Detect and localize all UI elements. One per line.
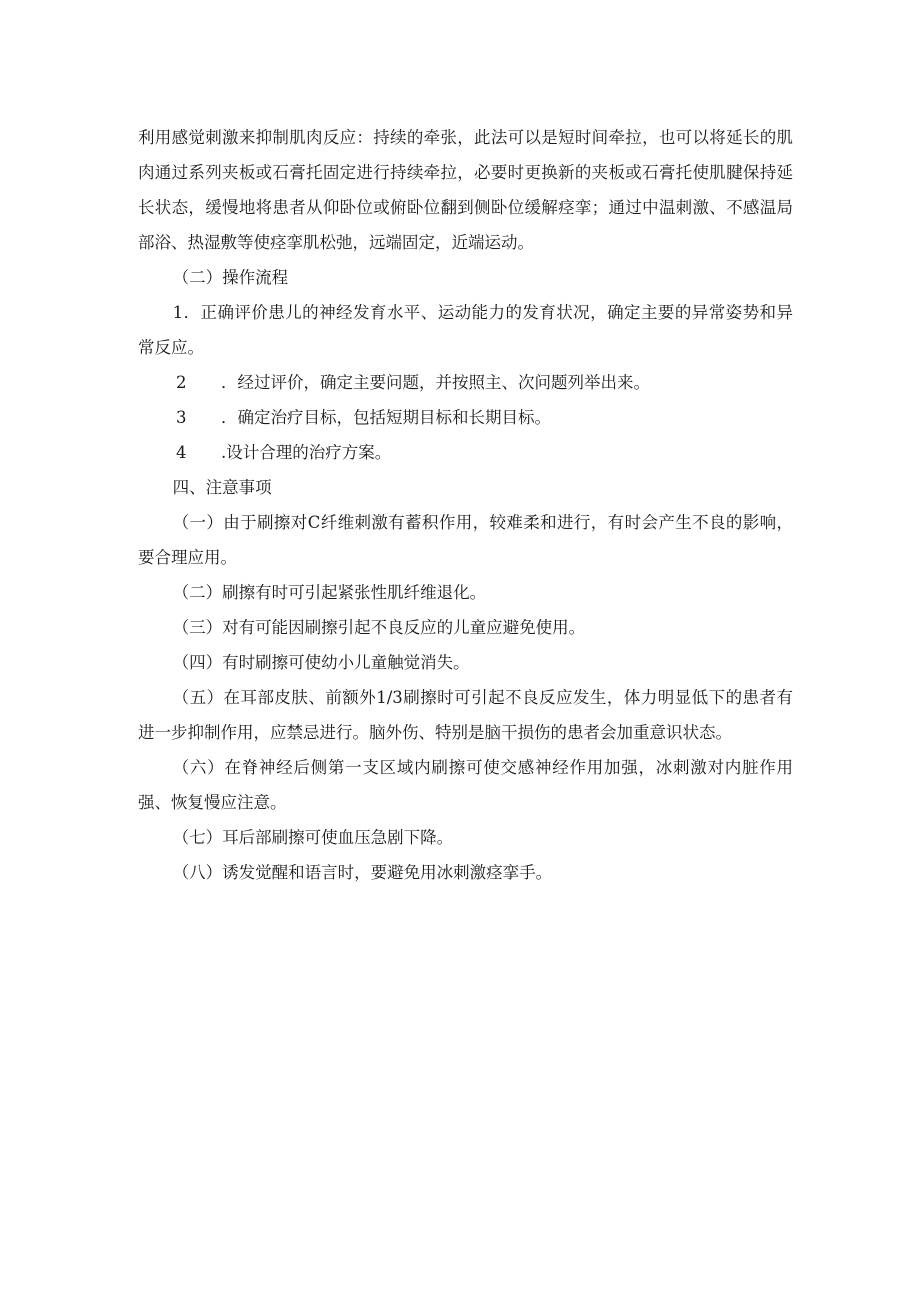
procedure-item-3-num: 3 bbox=[176, 408, 187, 427]
note-item-6: （六）在脊神经后侧第一支区域内刷擦可使交感神经作用加强，冰刺激对内脏作用强、恢复慢应注意。 bbox=[138, 758, 793, 812]
note-item-5: （五）在耳部皮肤、前额外1/3刷擦时可引起不良反应发生，体力明显低下的患者有进一步抑制作用，应禁忌进行。脑外伤、特别是脑干损伤的患者会加重意识状态。 bbox=[138, 688, 793, 742]
procedure-item-4 bbox=[138, 435, 793, 470]
procedure-item-1-num: 1 bbox=[172, 303, 184, 322]
intro-paragraph: 利用感觉刺激来抑制肌肉反应：持续的牵张，此法可以是短时间牵拉，也可以将延长的肌肉通过系列夹板或石膏托固定进行持续牵拉，必要时更换新的夹板或石膏托使肌腱保持延长状态，缓慢地将患者从仰卧位或俯卧位翻到侧卧位缓解痉挛；通过中温刺激、不感温局部浴、热湿敷等使痉挛肌松弛，远端固定，近端运动。 bbox=[138, 128, 793, 252]
procedure-item-4-num: 4 bbox=[176, 443, 187, 462]
note-item-4: （四）有时刷擦可使幼小儿童触觉消失。 bbox=[172, 653, 470, 672]
procedure-item-1-text: ．正确评价患儿的神经发育水平、运动能力的发育状况，确定主要的异常姿势和异常反应。 bbox=[138, 303, 793, 357]
procedure-heading: （二）操作流程 bbox=[172, 268, 289, 287]
procedure-item-2-num: 2 bbox=[176, 373, 187, 392]
procedure-item-4-text: .设计合理的治疗方案。 bbox=[221, 443, 392, 462]
document-body bbox=[138, 120, 793, 890]
note-item-1: （一）由于刷擦对C纤维刺激有蓄积作用，较难柔和进行，有时会产生不良的影响，要合理应用。 bbox=[138, 513, 793, 567]
procedure-item-1 bbox=[138, 295, 793, 365]
procedure-item-3 bbox=[138, 400, 793, 435]
note-item-3: （三）对有可能因刷擦引起不良反应的儿童应避免使用。 bbox=[172, 618, 586, 637]
note-item-7: （七）耳后部刷擦可使血压急剧下降。 bbox=[172, 828, 454, 847]
note-item-8: （八）诱发觉醒和语言时，要避免用冰刺激痉挛手。 bbox=[172, 863, 553, 882]
procedure-item-2-text: ．经过评价，确定主要问题，并按照主、次问题列举出来。 bbox=[221, 373, 650, 392]
note-item-2: （二）刷擦有时可引起紧张性肌纤维退化。 bbox=[172, 583, 487, 602]
procedure-item-3-text: ．确定治疗目标，包括短期目标和长期目标。 bbox=[221, 408, 551, 427]
procedure-item-2 bbox=[138, 365, 793, 400]
notes-heading: 四、注意事项 bbox=[172, 478, 272, 497]
